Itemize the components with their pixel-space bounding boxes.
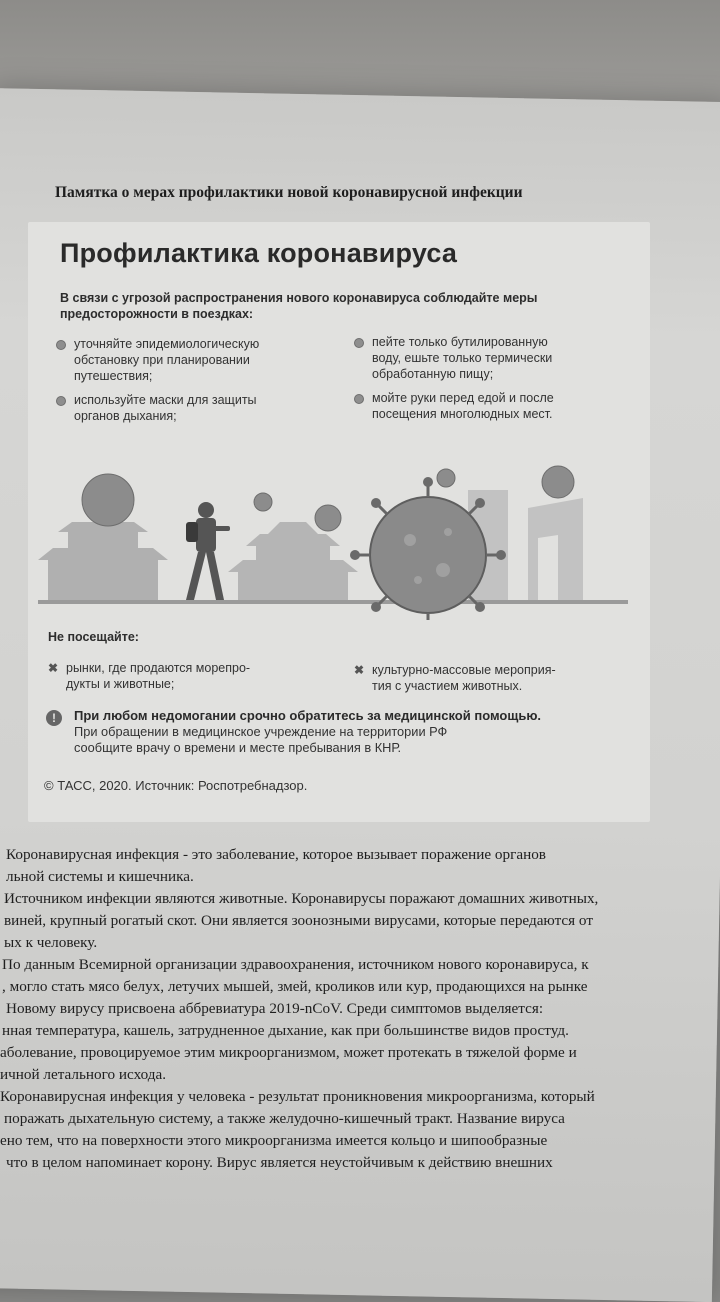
infographic-lead: В связи с угрозой распространения нового коронавируса соблюдайте меры предосторожности в поездках: — [60, 291, 538, 321]
bullet-icon — [56, 340, 66, 350]
source-credit: © ТАСС, 2020. Источник: Роспотребнадзор. — [44, 778, 308, 793]
do-not-visit-item: ✖ культурно-массовые мероприя- тия с участием животных. — [354, 663, 556, 693]
bullet-icon — [354, 394, 364, 404]
bullet-icon — [56, 396, 66, 406]
body-text-line: нная температура, кашель, затрудненное дыхание, как при большинстве видов простуд. — [2, 1022, 569, 1039]
body-text-line: поражать дыхательную систему, а также желудочно-кишечный тракт. Название вируса — [4, 1110, 565, 1127]
body-text-line: Новому вирусу присвоена аббревиатура 2019-nCoV. Среди симптомов выделяется: — [6, 1000, 544, 1017]
warning-title: При любом недомогании срочно обратитесь за медицинской помощью. — [74, 708, 542, 723]
body-text-line: , могло стать мясо белух, летучих мышей, змей, кроликов или кур, продающихся на рынке — [2, 978, 588, 995]
tip-item: используйте маски для защиты органов дыхания; — [56, 392, 344, 424]
exclamation-icon: ! — [46, 710, 62, 726]
body-text-line: Коронавирусная инфекция - это заболевание, которое вызывает поражение органов — [6, 846, 546, 863]
bullet-icon — [354, 338, 364, 348]
infographic-heading: Профилактика коронавируса — [60, 238, 458, 268]
body-text-line: Коронавирусная инфекция у человека - результат проникновения микроорганизма, который — [0, 1088, 595, 1105]
do-not-visit-item: ✖ рынки, где продаются морепро- дукты и животные; — [48, 661, 251, 691]
cross-icon: ✖ — [354, 663, 365, 677]
body-text-line: ено тем, что на поверхности этого микроорганизма имеется кольцо и шипообразные — [0, 1132, 548, 1149]
document-title: Памятка о мерах профилактики новой коронавирусной инфекции — [55, 184, 523, 201]
tip-item: мойте руки перед едой и после посещения многолюдных мест. — [354, 390, 642, 422]
pagoda-silhouette-icon — [228, 522, 358, 600]
do-not-visit-title: Не посещайте: — [48, 630, 139, 644]
body-text-line: Источником инфекции являются животные. Коронавирусы поражают домашних животных, — [4, 890, 599, 907]
body-text-line: льной системы и кишечника. — [6, 868, 194, 885]
tip-item: пейте только бутилированную воду, ешьте только термически обработанную пищу; — [354, 334, 642, 382]
body-text-line: аболевание, провоцируемое этим микроорганизмом, может протекать в тяжелой форме и — [0, 1044, 577, 1061]
body-text-line: что в целом напоминает корону. Вирус является неустойчивым к действию внешних — [6, 1154, 553, 1171]
cross-icon: ✖ — [48, 661, 59, 675]
body-text-line: ых к человеку. — [4, 934, 98, 951]
tip-item: уточняйте эпидемиологическую обстановку при планировании путешествия; — [56, 336, 344, 384]
warning-text: При обращении в медицинское учреждение на территории РФ сообщите врачу о времени и месте пребывания в КНР. — [74, 724, 448, 755]
person-icon — [186, 502, 230, 600]
body-text-line: виней, крупный рогатый скот. Они является зоонозными вирусами, которые передаются от — [4, 912, 593, 929]
body-text-line: По данным Всемирной организации здравоохранения, источником нового коронавируса, к — [2, 956, 589, 973]
temple-silhouette-icon — [38, 522, 168, 600]
illustration-scene — [38, 460, 628, 620]
body-text-line: ичной летального исхода. — [0, 1066, 167, 1083]
